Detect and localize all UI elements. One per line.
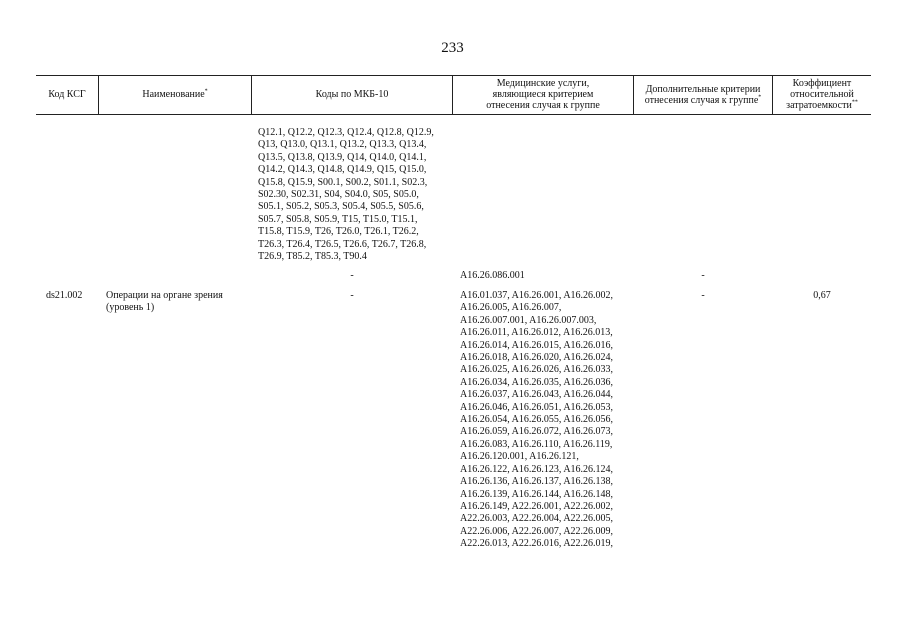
sub-row-icd: - bbox=[350, 270, 354, 281]
ksg-name: Операции на органе зрения (уровень 1) bbox=[106, 290, 223, 314]
header-name: Наименование* bbox=[142, 88, 208, 100]
ksg-code: ds21.002 bbox=[46, 290, 83, 301]
main-row-icd: - bbox=[350, 290, 354, 301]
header-extra-criteria: Дополнительные критерии отнесения случая к группе* bbox=[644, 83, 762, 106]
page-number: 233 bbox=[441, 40, 464, 56]
header-coefficient: Коэффициент относительной затратоемкости** bbox=[786, 78, 858, 111]
sub-row-extra: - bbox=[701, 270, 705, 281]
table-header-rule bbox=[36, 114, 871, 115]
sub-row-services: A16.26.086.001 bbox=[460, 270, 525, 281]
main-row-extra: - bbox=[701, 290, 705, 301]
header-services: Медицинские услуги, являющиеся критерием отнесения случая к группе bbox=[486, 78, 600, 111]
header-icd-codes: Коды по МКБ-10 bbox=[315, 89, 389, 100]
coefficient-value: 0,67 bbox=[813, 290, 831, 301]
header-code: Код КСГ bbox=[48, 89, 86, 100]
main-row-services: A16.01.037, A16.26.001, A16.26.002, A16.26.005, A16.26.007, A16.26.007.001, A16.26.007.003, A16.26.011, A16.26.012, A16.26.013, A16.26.014, A16.26.015, A16.26.016, A16.26.018, A16.26.020, A16.26.024, A16.26.025, A16.26.026, A16.26.033, A16.26.034, A16.26.035, A16.26.036, A16.26.037, A16.26.043, A16.26.044, A16.26.046, A16.26.051, A16.26.053, A16.26.054, A16.26.055, A16.26.056, A16.26.059, A16.26.072, A16.26.073, A16.26.083, A16.26.110, A16.26.119, A16.26.120.001, A16.26.121, A16.26.122, A16.26.123, A16.26.124, A16.26.136, A16.26.137, A16.26.138, A16.26.139, A16.26.144, A16.26.148, A16.26.149, A22.26.001, A22.26.002, A22.26.003, A22.26.004, A22.26.005, A22.26.006, A22.26.007, A22.26.009, A22.26.013, A22.26.016, A22.26.019, bbox=[460, 290, 614, 550]
icd-codes-continued: Q12.1, Q12.2, Q12.3, Q12.4, Q12.8, Q12.9, Q13, Q13.0, Q13.1, Q13.2, Q13.3, Q13.4, Q13.5, Q13.8, Q13.9, Q14, Q14.0, Q14.1, Q14.2, Q14.3, Q14.8, Q14.9, Q15, Q15.0, Q15.8, Q15.9, S00.1, S00.2, S01.1, S02.3, S02.30, S02.31, S04, S04.0, S05, S05.0, S05.1, S05.2, S05.3, S05.4, S05.5, S05.6, S05.7, S05.8, S05.9, T15, T15.0, T15.1, T15.8, T15.9, T26, T26.0, T26.1, T26.2, T26.3, T26.4, T26.5, T26.6, T26.7, T26.8, T26.9, T85.2, T85.3, T90.4 bbox=[258, 127, 434, 263]
